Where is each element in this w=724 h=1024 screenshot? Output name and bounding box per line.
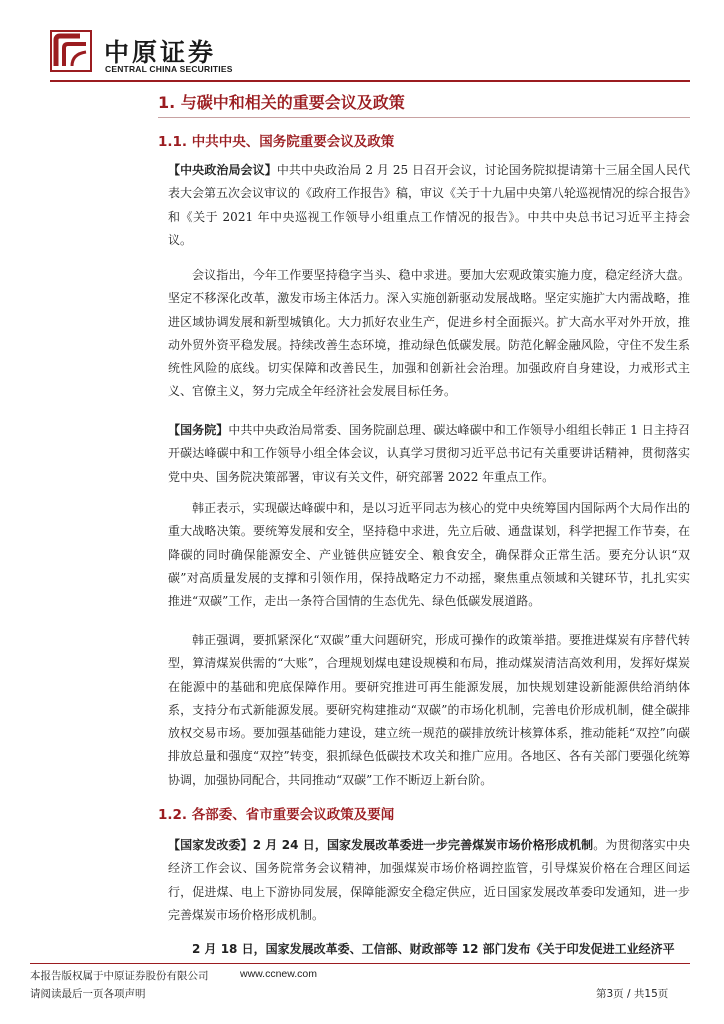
logo-english-name: CENTRAL CHINA SECURITIES xyxy=(105,64,233,74)
footer-copyright: 本报告版权属于中原证券股份有限公司 xyxy=(30,970,209,982)
header-divider xyxy=(50,80,690,82)
tag-politburo: 【中央政治局会议】 xyxy=(168,163,277,177)
paragraph-text: 。为贯彻落实中央经济工作会议、国务院常务会议精神，加强煤炭市场价格调控监管，引导煤炭价格在合理区间运行，促进煤、电上下游协同发展，保障能源安全稳定供应，近日国家发展改革委印发通知，进一步完善煤炭市场价格形成机制。 xyxy=(168,838,690,922)
footer-page-number: 第3页 / 共15页 xyxy=(596,988,669,1000)
paragraph-twelve-departments xyxy=(168,938,690,961)
footer-disclaimer: 请阅读最后一页各项声明 xyxy=(30,988,146,1000)
tag-ndrc: 【国家发改委】 xyxy=(168,838,253,852)
paragraph-han-zheng-statement: 韩正表示，实现碳达峰碳中和，是以习近平同志为核心的党中央统筹国内国际两个大局作出的重大战略决策。要统筹发展和安全，坚持稳中求进，先立后破、通盘谋划，科学把握工作节奏，在降碳的同时确保能源安全、产业链供应链安全、粮食安全，确保群众正常生活。要充分认识“双碳”对高质量发展的支撑和引领作用，保持战略定力不动摇，聚焦重点领域和关键环节，扎扎实实推进“双碳”工作，走出一条符合国情的生态优先、绿色低碳发展道路。 xyxy=(168,501,690,609)
paragraph-bold-lead: 2 月 18 日，国家发展改革委、工信部、财政部等 12 部门发布《关于印发促进工业经济平 xyxy=(192,942,675,956)
company-logo-icon xyxy=(50,30,92,72)
paragraph-text: 中共中央政治局常委、国务院副总理、碳达峰碳中和工作领导小组组长韩正 1 日主持召开碳达峰碳中和工作领导小组全体会议，认真学习贯彻习近平总书记有关重要讲话精神，贯彻落实党中央、国务院决策部署，审议有关文件，研究部署 2022 年重点工作。 xyxy=(168,423,690,484)
paragraph-ndrc xyxy=(168,834,690,927)
logo-chinese-name: 中原证券 xyxy=(104,38,217,67)
tag-state-council: 【国务院】 xyxy=(168,423,229,437)
paragraph-meeting-points: 会议指出，今年工作要坚持稳字当头、稳中求进。要加大宏观政策实施力度，稳定经济大盘。坚定不移深化改革，激发市场主体活力。深入实施创新驱动发展战略。坚定实施扩大内需战略，推进区域协调发展和新型城镇化。大力抓好农业生产，促进乡村全面振兴。扩大高水平对外开放，推动外贸外资平稳发展。持续改善生态环境，推动绿色低碳发展。防范化解金融风险，守住不发生系统性风险的底线。切实保障和改善民生，加强和创新社会治理。加强政府自身建设，力戒形式主义、官僚主义，努力完成全年经济社会发展目标任务。 xyxy=(168,268,690,399)
section-title-divider xyxy=(158,117,690,118)
subsection-title-1-2: 1.2. 各部委、省市重要会议政策及要闻 xyxy=(158,807,395,823)
report-header xyxy=(50,30,690,80)
subsection-title-1-1: 1.1. 中共中央、国务院重要会议及政策 xyxy=(158,134,395,150)
paragraph-bold-lead: 2 月 24 日，国家发展改革委进一步完善煤炭市场价格形成机制 xyxy=(252,838,594,852)
paragraph-text: 中共中央政治局 2 月 25 日召开会议，讨论国务院拟提请第十三届全国人民代表大会第五次会议审议的《政府工作报告》稿，审议《关于十九届中央第八轮巡视情况的综合报告》和《关于 2021 年中央巡视工作领导小组重点工作情况的报告》。中共中央总书记习近平主持会议。 xyxy=(168,163,691,247)
footer-website-link[interactable]: www.ccnew.com xyxy=(240,968,318,980)
paragraph-state-council xyxy=(168,419,690,489)
paragraph-politburo xyxy=(168,159,690,252)
section-title: 1. 与碳中和相关的重要会议及政策 xyxy=(158,93,405,112)
paragraph-han-zheng-emphasis: 韩正强调，要抓紧深化“双碳”重大问题研究，形成可操作的政策举措。要推进煤炭有序替代转型，算清煤炭供需的“大账”，合理规划煤电建设规模和布局，推动煤炭清洁高效利用，发挥好煤炭在能源中的基础和兜底保障作用。要研究推进可再生能源发展，加快规划建设新能源供给消纳体系，支持分布式新能源发展。要研究构建推动“双碳”的市场化机制，完善电价形成机制，健全碳排放权交易市场。要加强基础能力建设，建立统一规范的碳排放统计核算体系，推动能耗“双控”向碳排放总量和强度“双控”转变，狠抓绿色低碳技术攻关和推广应用。各地区、各有关部门要强化统筹协调，加强协同配合，共同推动“双碳”工作不断迈上新台阶。 xyxy=(168,633,690,787)
footer-divider xyxy=(30,963,690,964)
